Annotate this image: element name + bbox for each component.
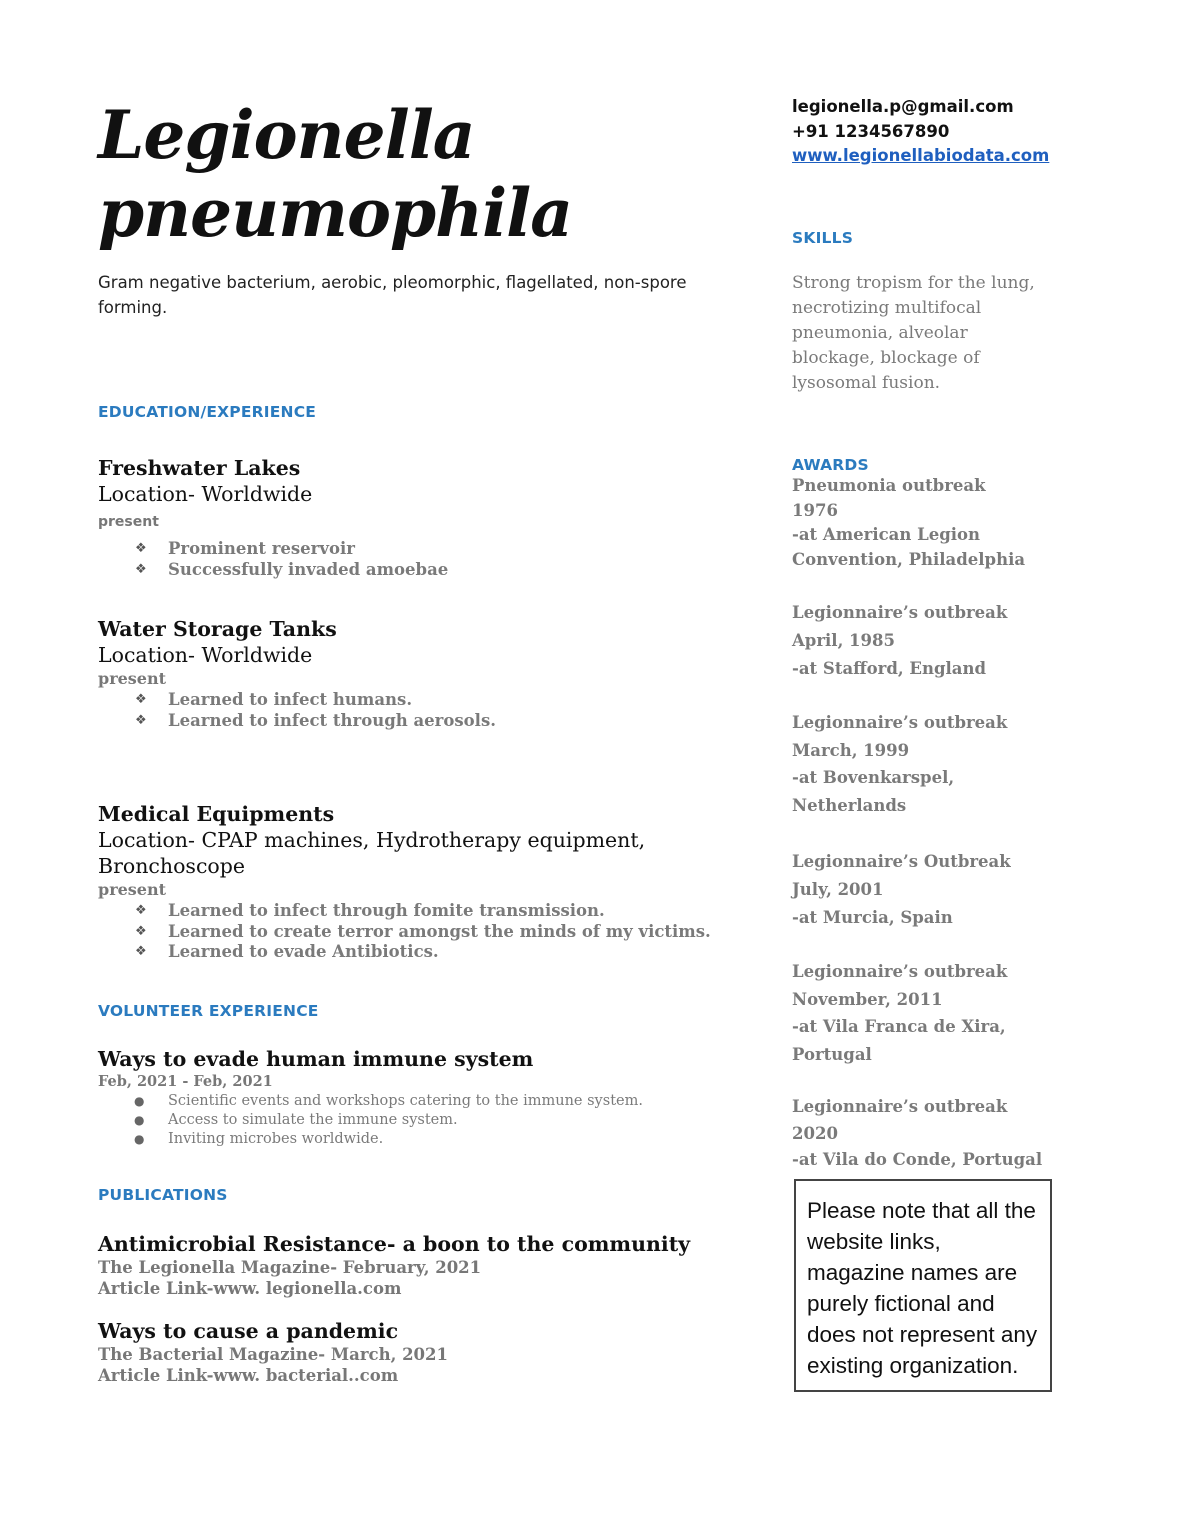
education-entry: [98, 801, 758, 963]
list-item: ❖ Successfully invaded amoebae: [135, 559, 449, 579]
publication-link[interactable]: Article Link-www. legionella.com: [98, 1279, 402, 1298]
award-title: Legionnaire’s outbreak: [792, 713, 1008, 732]
award-item: [792, 848, 1052, 932]
award-item: [792, 1094, 1092, 1174]
publication-link[interactable]: Article Link-www. bacterial..com: [98, 1366, 399, 1385]
awards-heading: AWARDS: [792, 456, 869, 474]
award-date: April, 1985: [792, 631, 895, 650]
list-item: ❖ Learned to infect through aerosols.: [135, 710, 496, 730]
publication-magazine: The Bacterial Magazine- March, 2021: [98, 1345, 448, 1364]
award-place: -at Vila Franca de Xira,: [792, 1017, 1006, 1036]
entry-date: present: [98, 880, 167, 899]
entry-location-cont: Bronchoscope: [98, 854, 246, 878]
list-item: ● Inviting microbes worldwide.: [134, 1131, 384, 1147]
bullet-icon: ❖: [135, 541, 147, 556]
bullet-icon: ❖: [135, 903, 147, 918]
award-item: [792, 709, 1052, 819]
website-link[interactable]: www.legionellabiodata.com: [792, 146, 1050, 165]
bullet-icon: ❖: [135, 561, 147, 577]
entry-title: Freshwater Lakes: [98, 456, 301, 480]
skills-text: Strong tropism for the lung, necrotizing multifocal pneumonia, alveolar blockage, blockage of lysosomal fusion.: [792, 273, 1035, 393]
bullet-icon: ●: [134, 1113, 145, 1127]
bullet-icon: ❖: [135, 944, 147, 959]
award-title: Legionnaire’s Outbreak: [792, 852, 1011, 871]
bullet-icon: ❖: [135, 712, 147, 728]
entry-location: Location- CPAP machines, Hydrotherapy equipment,: [98, 828, 646, 852]
publication-magazine: The Legionella Magazine- February, 2021: [98, 1258, 482, 1277]
email[interactable]: legionella.p@gmail.com: [792, 97, 1014, 116]
bullet-icon: ❖: [135, 692, 147, 707]
award-title: Pneumonia outbreak: [792, 476, 986, 495]
publications-heading: PUBLICATIONS: [98, 1186, 228, 1204]
education-entry: [98, 455, 738, 580]
bullet-icon: ●: [134, 1132, 145, 1146]
disclaimer-note: Please note that all the website links, magazine names are purely fictional and does not represent any existing organization.: [794, 1179, 1052, 1392]
list-item: ● Scientific events and workshops catering to the immune system.: [134, 1093, 643, 1109]
award-place: -at American Legion: [792, 525, 981, 544]
volunteer-entry: [98, 1046, 758, 1149]
summary: Gram negative bacterium, aerobic, pleomorphic, flagellated, non-spore forming.: [98, 273, 687, 317]
publication-title: Ways to cause a pandemic: [98, 1319, 399, 1343]
bullet-icon: ●: [134, 1094, 145, 1108]
award-item: [792, 599, 1052, 683]
entry-date: present: [98, 669, 167, 688]
award-date: November, 2011: [792, 989, 943, 1009]
list-item: ❖ Learned to infect humans.: [135, 690, 413, 709]
award-date: March, 1999: [792, 740, 910, 760]
list-item: ❖ Learned to create terror amongst the minds of my victims.: [135, 921, 711, 941]
award-date: 1976: [792, 500, 838, 520]
name-line-2: pneumophila: [98, 174, 573, 252]
contact-block: [792, 95, 1049, 169]
publication-title: Antimicrobial Resistance- a boon to the community: [98, 1232, 691, 1256]
entry-location: Location- Worldwide: [98, 643, 313, 667]
list-item: ❖ Learned to evade Antibiotics.: [135, 942, 439, 961]
award-item: [792, 958, 1052, 1068]
entry-date: Feb, 2021 - Feb, 2021: [98, 1073, 273, 1090]
list-item: ● Access to simulate the immune system.: [134, 1112, 458, 1128]
entry-title: Ways to evade human immune system: [98, 1047, 534, 1071]
skills-heading: SKILLS: [792, 229, 854, 247]
page-title: [98, 96, 718, 252]
award-place: -at Stafford, England: [792, 659, 987, 678]
award-place-cont: Convention, Philadelphia: [792, 549, 1026, 569]
award-title: Legionnaire’s outbreak: [792, 962, 1008, 981]
award-place: -at Bovenkarspel,: [792, 768, 955, 787]
name-line-1: Legionella: [98, 96, 475, 174]
list-item: ❖ Learned to infect through fomite transmission.: [135, 901, 605, 920]
award-place: -at Murcia, Spain: [792, 908, 953, 927]
award-title: Legionnaire’s outbreak: [792, 1097, 1008, 1116]
volunteer-heading: VOLUNTEER EXPERIENCE: [98, 1002, 319, 1020]
award-date: July, 2001: [792, 880, 884, 899]
publication-entry: [98, 1318, 758, 1386]
education-heading: EDUCATION/EXPERIENCE: [98, 403, 317, 421]
publication-entry: [98, 1231, 758, 1299]
award-place: -at Vila do Conde, Portugal: [792, 1150, 1043, 1169]
award-place-cont: Portugal: [792, 1044, 872, 1064]
entry-title: Water Storage Tanks: [98, 617, 337, 641]
list-item: ❖ Prominent reservoir: [135, 539, 355, 558]
award-date: 2020: [792, 1123, 838, 1143]
entry-date: present: [98, 514, 159, 530]
phone: +91 1234567890: [792, 121, 950, 141]
entry-title: Medical Equipments: [98, 802, 335, 826]
education-entry: [98, 616, 738, 731]
entry-location: Location- Worldwide: [98, 482, 313, 506]
bullet-icon: ❖: [135, 923, 147, 939]
award-place-cont: Netherlands: [792, 795, 907, 815]
award-title: Legionnaire’s outbreak: [792, 603, 1008, 622]
award-item: [792, 474, 1052, 572]
